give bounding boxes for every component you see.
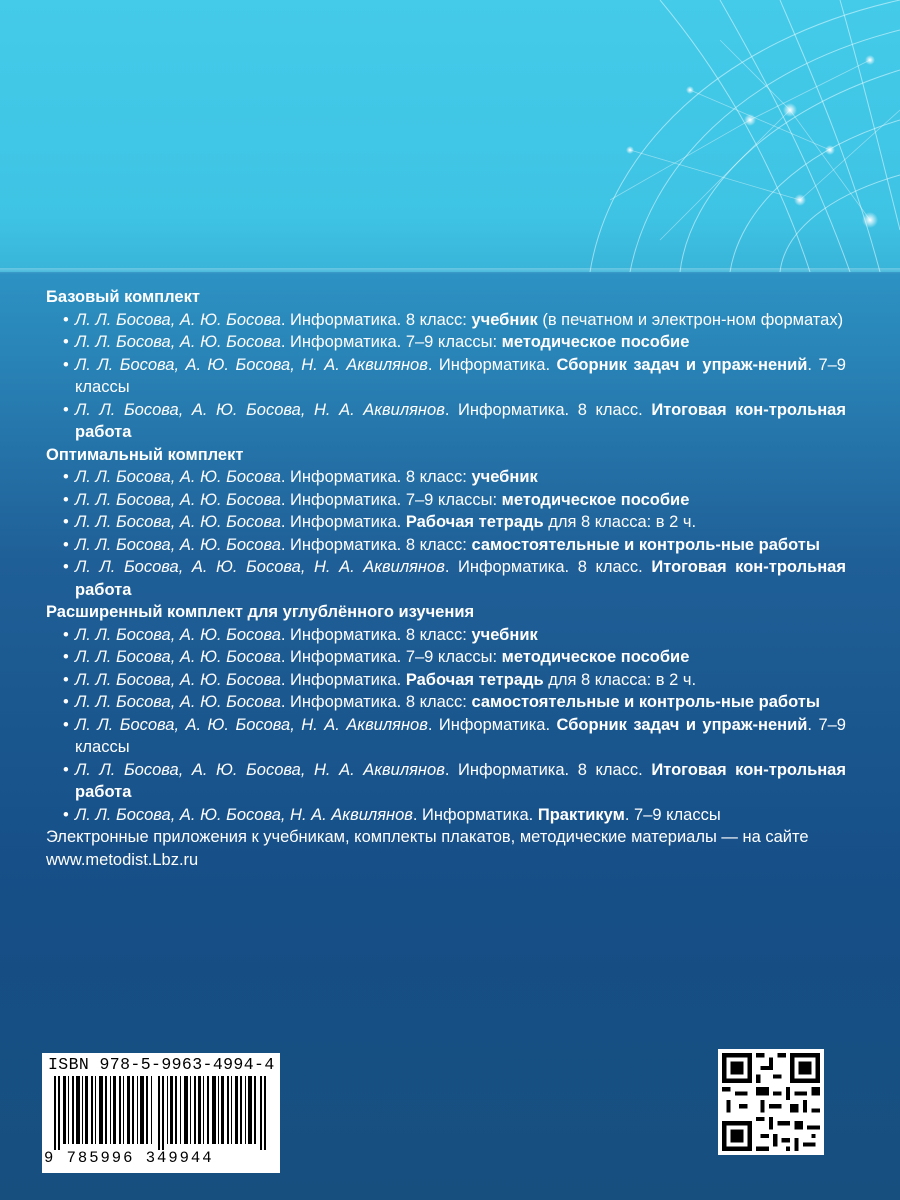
list-item — [46, 331, 846, 354]
book-extra: . 7–9 классы — [624, 805, 721, 824]
book-type: методическое пособие — [501, 648, 690, 666]
isbn-number: ISBN 978-5-9963-4994-4 — [48, 1055, 275, 1074]
book-type: Практикум — [537, 805, 625, 824]
authors: Л. Л. Босова, А. Ю. Босова — [75, 625, 281, 644]
authors: Л. Л. Босова, А. Ю. Босова — [75, 468, 281, 486]
book-type: Итоговая кон-трольная работа — [75, 400, 846, 441]
book-title: . Информатика. 8 класс: — [280, 468, 472, 486]
book-title: . Информатика. 8 класс. — [444, 400, 652, 419]
list-item — [46, 309, 846, 332]
list-item — [46, 466, 846, 489]
authors: Л. Л. Босова, А. Ю. Босова, Н. А. Аквилянов — [75, 715, 428, 734]
section-title: Оптимальный комплект — [46, 445, 244, 464]
authors: Л. Л. Босова, А. Ю. Босова — [75, 310, 281, 329]
book-title: . Информатика. — [280, 670, 406, 689]
book-title: . Информатика. 8 класс: — [280, 625, 472, 644]
book-type: самостоятельные и контроль-ные работы — [471, 693, 820, 711]
book-extra: для 8 класса: в 2 ч. — [543, 513, 697, 531]
section-title: Расширенный комплект для углублённого изучения — [46, 603, 475, 621]
section-optimal — [46, 444, 846, 602]
book-list — [46, 286, 846, 871]
book-type: Рабочая тетрадь — [405, 670, 544, 689]
book-extra: для 8 класса: в 2 ч. — [543, 670, 697, 689]
book-title: . Информатика. — [412, 805, 538, 824]
section-basic — [46, 286, 846, 444]
list-item — [46, 534, 846, 557]
section-title: Базовый комплект — [46, 288, 200, 306]
book-extra: . 7–9 классы — [75, 355, 846, 396]
authors: Л. Л. Босова, А. Ю. Босова, Н. А. Аквилянов — [75, 760, 445, 779]
footnote: Электронные приложения к учебникам, комплекты плакатов, методические материалы — на сайте www.metodist.Lbz.ru — [46, 828, 809, 869]
qr-code-icon — [718, 1049, 824, 1155]
book-title: . Информатика. 8 класс. — [444, 558, 652, 576]
book-title: . Информатика. — [427, 715, 557, 734]
authors: Л. Л. Босова, А. Ю. Босова — [75, 333, 281, 351]
list-item — [46, 399, 846, 444]
book-type: Сборник задач и упраж-нений — [556, 715, 808, 734]
book-type: учебник — [471, 468, 538, 486]
list-item — [46, 691, 846, 714]
authors: Л. Л. Босова, А. Ю. Босова — [75, 670, 281, 689]
book-title: . Информатика. 7–9 классы: — [280, 648, 502, 666]
list-item — [46, 714, 846, 759]
network-globe-graphic — [570, 0, 900, 272]
book-extra: . 7–9 классы — [75, 715, 846, 756]
list-item — [46, 489, 846, 512]
book-type: Рабочая тетрадь — [405, 513, 544, 531]
list-item — [46, 354, 846, 399]
barcode-digits: 9 785996 349944 — [44, 1149, 214, 1167]
book-title: . Информатика. 8 класс: — [280, 535, 472, 554]
book-extra: (в печатном и электрон-ном форматах) — [537, 310, 844, 329]
authors: Л. Л. Босова, А. Ю. Босова — [75, 535, 281, 554]
list-item — [46, 804, 846, 827]
book-title: . Информатика. 8 класс: — [280, 693, 472, 711]
book-type: Итоговая кон-трольная работа — [75, 760, 846, 801]
book-type: учебник — [471, 625, 538, 644]
book-title: . Информатика. — [280, 513, 406, 531]
book-type: самостоятельные и контроль-ные работы — [471, 535, 820, 554]
authors: Л. Л. Босова, А. Ю. Босова, Н. А. Аквилянов — [75, 558, 445, 576]
book-type: Сборник задач и упраж-нений — [556, 355, 808, 374]
book-title: . Информатика. 8 класс: — [280, 310, 472, 329]
book-type: Итоговая кон-трольная работа — [75, 558, 846, 599]
authors: Л. Л. Босова, А. Ю. Босова, Н. А. Аквилянов — [75, 400, 445, 419]
book-type: методическое пособие — [501, 490, 690, 509]
barcode-icon — [54, 1076, 272, 1150]
book-type: учебник — [471, 310, 538, 329]
section-extended — [46, 601, 846, 826]
book-type: методическое пособие — [501, 333, 690, 351]
list-item — [46, 759, 846, 804]
authors: Л. Л. Босова, А. Ю. Босова — [75, 648, 281, 666]
list-item — [46, 646, 846, 669]
authors: Л. Л. Босова, А. Ю. Босова — [75, 693, 281, 711]
authors: Л. Л. Босова, А. Ю. Босова, Н. А. Аквилянов — [75, 355, 428, 374]
book-title: . Информатика. 8 класс. — [444, 760, 652, 779]
qr-code — [718, 1049, 824, 1155]
list-item — [46, 669, 846, 692]
authors: Л. Л. Босова, А. Ю. Босова — [75, 513, 281, 531]
isbn-barcode — [42, 1053, 280, 1173]
authors: Л. Л. Босова, А. Ю. Босова — [75, 490, 281, 509]
book-title: . Информатика. — [427, 355, 557, 374]
book-title: . Информатика. 7–9 классы: — [280, 333, 502, 351]
book-title: . Информатика. 7–9 классы: — [280, 490, 502, 509]
authors: Л. Л. Босова, А. Ю. Босова, Н. А. Аквилянов — [75, 805, 413, 824]
list-item — [46, 511, 846, 534]
list-item — [46, 624, 846, 647]
list-item — [46, 556, 846, 601]
